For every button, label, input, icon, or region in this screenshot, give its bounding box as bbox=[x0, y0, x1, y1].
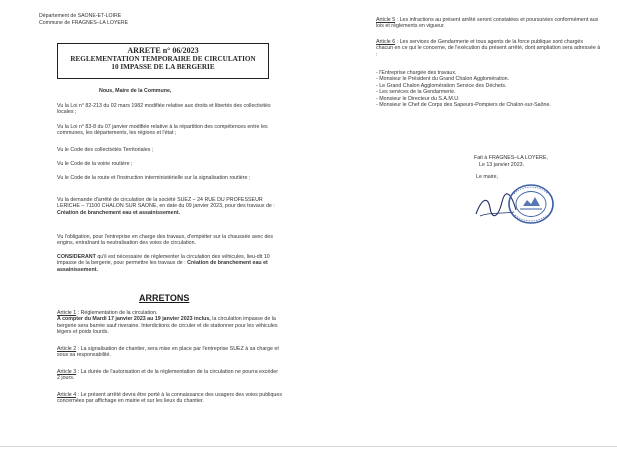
article-1 bbox=[57, 310, 282, 336]
bottom-divider bbox=[0, 446, 617, 447]
title-box bbox=[57, 43, 269, 79]
article-6-label: Article 6 bbox=[376, 39, 396, 45]
vu-paragraph-6 bbox=[57, 197, 282, 216]
vu-paragraph-5: Vu le Code de la route et l'instruction interministérielle sur la signalisation routière ; bbox=[57, 175, 251, 181]
article-4-label: Article 4 bbox=[57, 392, 77, 398]
signature-date: Le 13 janvier 2023. bbox=[479, 162, 525, 168]
article-1-text: la circulation impasse de la bergerie sera barrée sauf riveraine. Interdictions de circuler et de stationner pour les véhicules légers et poids lourds. bbox=[57, 316, 278, 336]
article-5-label: Article 5 bbox=[376, 17, 396, 23]
obligation-paragraph: Vu l'obligation, pour l'entreprise en charge des travaux, d'empiéter sur la chaussée avec des engins, entraînant la neutralisation des voies de circulation. bbox=[57, 234, 274, 247]
vu-paragraph-4: Vu le Code de la voirie routière ; bbox=[57, 161, 133, 167]
article-2 bbox=[57, 346, 282, 359]
arrete-location: 10 IMPASSE DE LA BERGERIE bbox=[111, 63, 215, 71]
article-6 bbox=[376, 39, 601, 58]
article-2-text: : La signalisation de chantier, sera mise en place par l'entreprise SUEZ à sa charge et sous sa responsabilité. bbox=[57, 346, 279, 359]
commune-name: Commune de FRAGNES–LA LOYERE bbox=[39, 20, 129, 26]
mairie-stamp-icon bbox=[506, 182, 556, 226]
article-3-label: Article 3 bbox=[57, 369, 77, 375]
recipient-item: - Monsieur le Président du Grand Chalon Agglomération. bbox=[376, 76, 510, 83]
article-4-text: : Le présent arrêté devra être porté à la connaissance des usagers des voies publiques concernées par affichage en mairie et sur les lieux du chantier. bbox=[57, 392, 282, 405]
considerant-text: qu'il est nécessaire de réglementer la circulation des véhicules, lieu-dit 10 impasse de la bergerie, pour permettre les travaux de : bbox=[57, 254, 270, 267]
vu-paragraph-2: Vu la Loi n° 83-8 du 07 janvier modifiée relative à la répartition des compétences entre les communes, les départements, les régions et l'état ; bbox=[57, 124, 268, 137]
arrete-number: ARRETE n° 06/2023 bbox=[127, 46, 199, 55]
article-5 bbox=[376, 17, 601, 30]
recipient-item: - l'Entreprise chargée des travaux. bbox=[376, 70, 457, 76]
vu6-bold: Création de branchement eau et assainissement. bbox=[57, 209, 181, 216]
recipient-item: - Monsieur le Chef de Corps des Sapeurs-Pompiers de Chalon-sur-Saône. bbox=[376, 102, 551, 109]
article-2-label: Article 2 bbox=[57, 346, 77, 352]
intro-text: Nous, Maire de la Commune, bbox=[99, 88, 172, 94]
recipient-item: - Le Grand Chalon Agglomération Service des Déchets. bbox=[376, 82, 507, 89]
article-1-label: Article 1 bbox=[57, 310, 77, 316]
recipient-item: - Les services de la Gendarmerie. bbox=[376, 89, 456, 96]
arretons-heading: ARRETONS bbox=[139, 293, 190, 303]
recipients-list bbox=[376, 70, 551, 108]
considerant-label: CONSIDERANT bbox=[57, 254, 96, 260]
article-4 bbox=[57, 392, 282, 405]
maire-label: Le maire, bbox=[476, 174, 499, 180]
article-6-text: : Les services de Gendarmerie et tous agents de la force publique sont chargés chacun en ce qui le concerne, de l'exécution du présent arrêté, dont ampliation sera adressée à : bbox=[376, 39, 601, 58]
arrete-subject: REGLEMENTATION TEMPORAIRE DE CIRCULATION bbox=[70, 55, 256, 63]
department-name: Département de SAONE-ET-LOIRE bbox=[39, 13, 122, 19]
fait-a: Fait à FRAGNES–LA LOYERE, bbox=[474, 155, 548, 161]
article-1-dates: A compter du Mardi 17 janvier 2023 au 19 janvier 2023 inclus, bbox=[57, 316, 211, 323]
vu-paragraph-3: Vu le Code des collectivités Territoriales ; bbox=[57, 147, 154, 153]
vu6-text: Vu la demande d'arrêté de circulation de la société SUEZ – 24 RUE DU PROFESSEUR LERICHE – 71100 CHALON SUR SAONE, en date du 09 janvier 2023, pour des travaux de : bbox=[57, 197, 275, 210]
article-5-text: : Les infractions au présent arrêté seront constatées et poursuivies conformément aux lois et règlements en vigueur. bbox=[376, 17, 599, 30]
article-1-title: : Réglementation de la circulation. bbox=[77, 310, 158, 316]
article-3-text: : La durée de l'autorisation et de la réglementation de la circulation ne pourra excéder 2 jours. bbox=[57, 369, 278, 382]
vu-paragraph-1: Vu la Loi n° 82-213 du 02 mars 1982 modifiée relative aux droits et libertés des collectivités locales ; bbox=[57, 103, 271, 116]
article-3 bbox=[57, 369, 282, 382]
considerant-bold: Création de branchement eau et assainissement. bbox=[57, 260, 268, 273]
considerant-paragraph bbox=[57, 254, 282, 273]
recipient-item: - Monsieur le Directeur du S.A.M.U. bbox=[376, 95, 460, 102]
